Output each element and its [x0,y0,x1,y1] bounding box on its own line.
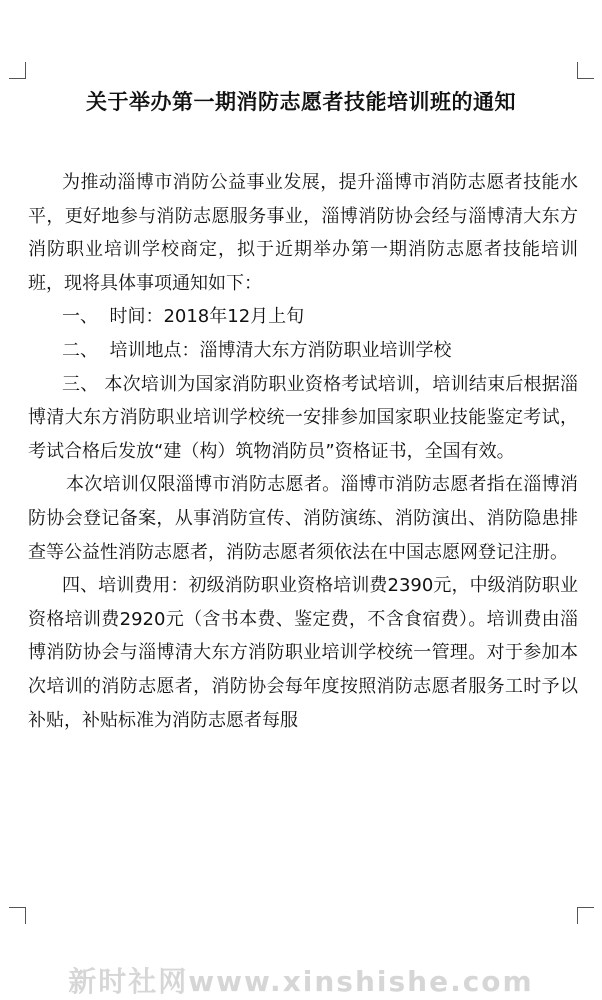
crop-mark-bottom-right [577,907,594,924]
item-time: 一、 时间：2018年12月上旬 [62,306,305,328]
crop-mark-top-right [577,62,594,79]
item-location: 二、 培训地点：淄博清大东方消防职业培训学校 [62,339,452,361]
crop-mark-top-left [9,62,26,79]
intro-paragraph: 为推动淄博市消防公益事业发展，提升淄博市消防志愿者技能水平，更好地参与消防志愿服务事业，淄博消防协会经与淄博清大东方消防职业培训学校商定，拟于近期举办第一期消防志愿者技能培训班，现将具体事项通知如下： [28,172,578,294]
item-certification: 三、 本次培训为国家消防职业资格考试培训，培训结束后根据淄博清大东方消防职业培训学校统一安排参加国家职业技能鉴定考试，考试合格后发放“建（构）筑物消防员”资格证书，全国有效。 [28,373,578,462]
crop-mark-bottom-left [9,907,26,924]
document-body [28,166,578,737]
document-title: 关于举办第一期消防志愿者技能培训班的通知 [86,90,516,114]
site-watermark: 新时社网www.xinshishe.com [68,965,534,998]
item-fees: 四、培训费用：初级消防职业资格培训费2390元，中级消防职业资格培训费2920元（含书本费、鉴定费，不含食宿费）。培训费由淄博消防协会与淄博清大东方消防职业培训学校统一管理。对于参加本次培训的消防志愿者，消防协会每年度按照消防志愿者服务工时予以补贴，补贴标准为消防志愿者每服 [28,575,578,731]
restriction-paragraph: 本次培训仅限淄博市消防志愿者。淄博市消防志愿者指在淄博消防协会登记备案，从事消防宣传、消防演练、消防演出、消防隐患排查等公益性消防志愿者，消防志愿者须依法在中国志愿网登记注册。 [28,474,578,563]
